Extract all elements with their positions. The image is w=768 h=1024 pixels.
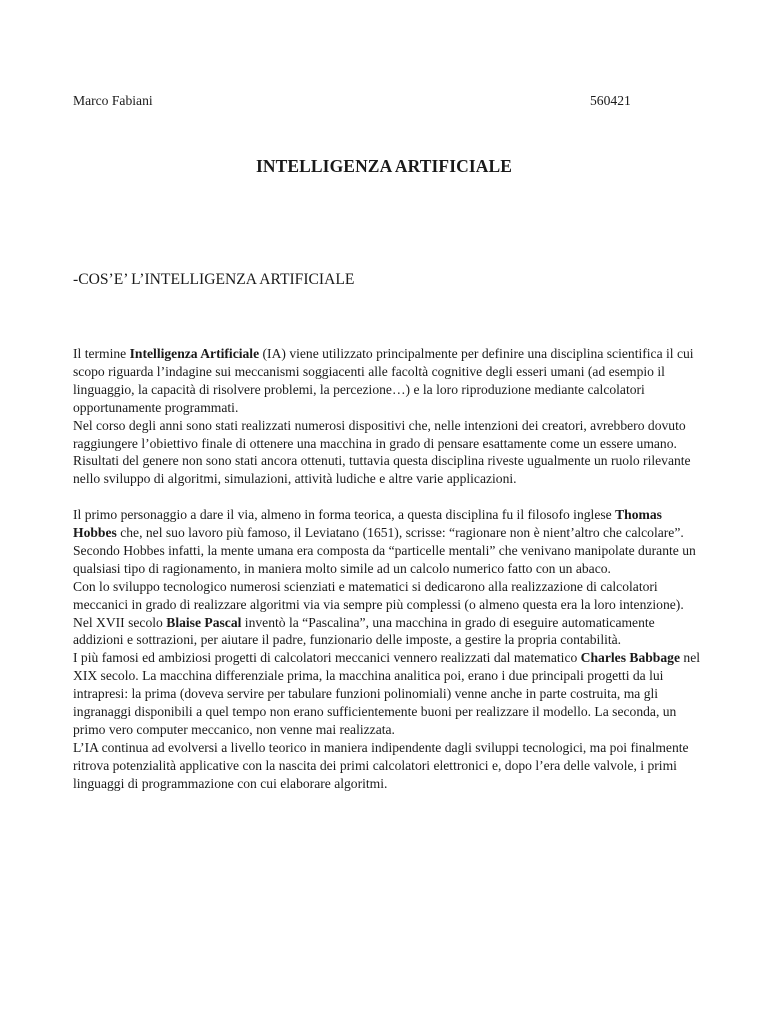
paragraph-1-text-a: Il termine: [73, 346, 130, 361]
section-heading: -COS’E’ L’INTELLIGENZA ARTIFICIALE: [73, 271, 355, 288]
paragraph-7-text-a: I più famosi ed ambiziosi progetti di calcolatori meccanici vennero realizzati dal matematico: [73, 650, 581, 666]
name-thomas-hobbes: Thomas Hobbes: [73, 507, 662, 541]
paragraph-6-text-c: inventò la “Pascalina”, una macchina in grado di eseguire automaticamente addizioni e sottrazioni, per aiutare il padre, funzionario delle imposte, a gestire la propria contabilità.: [73, 614, 655, 648]
paragraph-7-text-c: nel XIX secolo. La macchina differenziale prima, la macchina analitica poi, erano i due principali progetti da lui intrapresi: la prima (doveva servire per tabulare funzioni polinomiali) venne anche in parte costruita, ma gli ingranaggi disponibili a quel tempo non erano sufficientemente buoni per realizzare il modello. La seconda, un primo vero computer meccanico, non venne mai realizzata.: [73, 650, 701, 738]
paragraph-7: [73, 649, 703, 739]
document-title: INTELLIGENZA ARTIFICIALE: [255, 156, 513, 176]
paragraph-5: Con lo sviluppo tecnologico numerosi scienziati e matematici si dedicarono alla realizzazione di calcolatori meccanici in grado di realizzare algoritmi via via sempre più complessi (o almeno questa era la loro intenzione).: [73, 578, 684, 612]
paragraph-8: L’IA continua ad evolversi a livello teorico in maniera indipendente dagli sviluppi tecnologici, ma poi finalmente ritrova potenzialità applicative con la nascita dei primi calcolatori elettronici e, dopo l’era delle valvole, i primi linguaggi di programmazione con cui elaborare algoritmi.: [73, 739, 689, 791]
term-intelligenza-artificiale: Intelligenza Artificiale: [129, 346, 260, 361]
paragraph-6-text-a: Nel XVII secolo: [73, 614, 167, 630]
paragraph-3-text-c: che, nel suo lavoro più famoso, il Leviatano (1651), scrisse: “ragionare non è nient’altro che calcolare”.: [116, 525, 684, 541]
paragraph-1-text-c: (IA) viene utilizzato principalmente per definire una disciplina scientifica il cui scopo riguarda l’indagine sui meccanismi soggiacenti alle facoltà cognitive degli esseri umani (ad esempio il linguaggio, la capacità di risolvere problemi, la percezione…) e la loro riproduzione mediante calcolatori opportunamente programmati.: [73, 346, 694, 415]
paragraph-6: [73, 614, 703, 650]
paragraph-2: Nel corso degli anni sono stati realizzati numerosi dispositivi che, nelle intenzioni dei creatori, avrebbero dovuto raggiungere l’obiettivo finale di ottenere una macchina in grado di pensare esattamente come un essere umano. Risultati del genere non sono stati ancora ottenuti, tuttavia questa disciplina riveste ugualmente un ruolo rilevante nello sviluppo di algoritmi, simulazioni, attività ludiche e altre varie applicazioni.: [73, 417, 691, 487]
author-name: Marco Fabiani: [73, 93, 153, 108]
paragraph-spacer: [73, 488, 703, 506]
name-blaise-pascal: Blaise Pascal: [166, 614, 242, 630]
student-id: 560421: [590, 93, 631, 108]
paragraph-3-text-a: Il primo personaggio a dare il via, almeno in forma teorica, a questa disciplina fu il filosofo inglese: [73, 507, 616, 523]
paragraph-3: [73, 506, 703, 542]
paragraph-1: [73, 345, 703, 417]
name-charles-babbage: Charles Babbage: [580, 650, 680, 666]
paragraph-4: Secondo Hobbes infatti, la mente umana era composta da “particelle mentali” che venivano manipolate durante un qualsiasi tipo di ragionamento, in maniera molto simile ad un calcolo numerico fatto con un abaco.: [73, 542, 696, 576]
body-text: [73, 345, 703, 793]
